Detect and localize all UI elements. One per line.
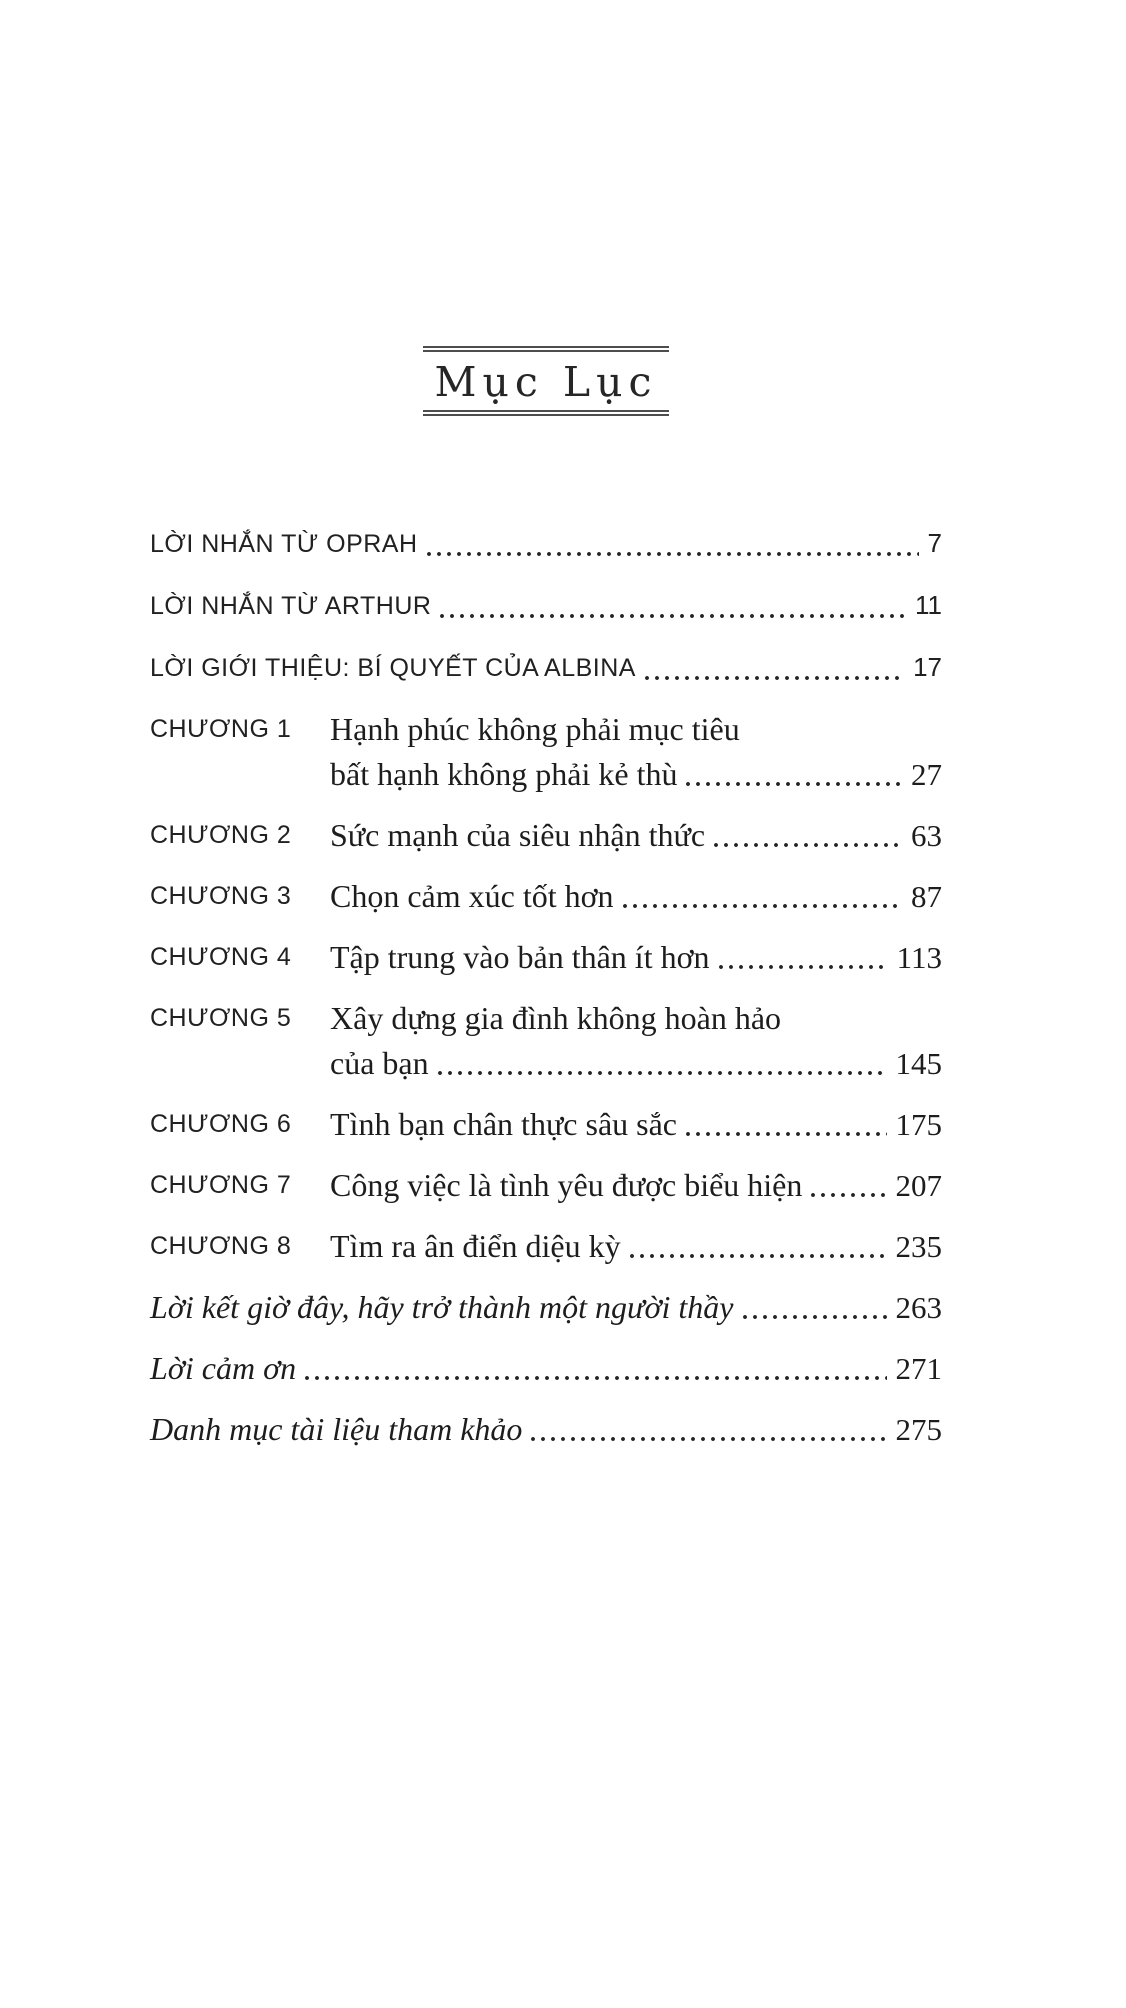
dot-leader — [424, 521, 919, 567]
entry-line — [330, 813, 942, 858]
entry-title: LỜI NHẮN TỪ ARTHUR — [150, 592, 432, 620]
chapter-label: CHƯƠNG 2 — [150, 821, 292, 849]
entry-title: Lời cảm ơn — [150, 1350, 297, 1386]
dot-leader — [740, 1285, 887, 1330]
entry-line — [150, 645, 942, 691]
dot-leader — [716, 935, 888, 980]
toc-list — [150, 521, 942, 1452]
toc-entry — [150, 1163, 942, 1208]
page-number: 113 — [896, 940, 942, 975]
dot-leader — [808, 1163, 886, 1208]
toc-entry — [150, 707, 942, 797]
entry-title: Xây dựng gia đình không hoàn hảo — [330, 1000, 782, 1036]
entry-content — [150, 1285, 942, 1330]
toc-entry — [150, 1285, 942, 1330]
entry-line — [150, 521, 942, 567]
dot-leader — [620, 874, 902, 919]
toc-entry — [150, 813, 942, 858]
page-number: 27 — [911, 757, 942, 792]
page-title-block — [423, 346, 670, 416]
toc-entry — [150, 583, 942, 629]
entry-line — [150, 583, 942, 629]
entry-content — [330, 1163, 942, 1208]
page-number: 235 — [895, 1229, 942, 1264]
chapter-label: CHƯƠNG 8 — [150, 1232, 292, 1260]
dot-leader — [642, 645, 904, 691]
entry-title: Tìm ra ân điển diệu kỳ — [330, 1228, 621, 1264]
entry-title: Lời kết giờ đây, hãy trở thành một người thầy — [150, 1289, 734, 1325]
page-number: 11 — [915, 590, 942, 620]
dot-leader — [627, 1224, 887, 1269]
entry-title: Chọn cảm xúc tốt hơn — [330, 878, 614, 914]
toc-entry — [150, 1407, 942, 1452]
entry-content — [330, 1102, 942, 1147]
entry-line — [330, 752, 942, 797]
page-number: 175 — [895, 1107, 942, 1142]
entry-line — [330, 935, 942, 980]
toc-entry — [150, 1346, 942, 1391]
entry-line — [330, 1163, 942, 1208]
page-number: 145 — [895, 1046, 942, 1081]
entry-content — [330, 707, 942, 797]
entry-line — [330, 996, 942, 1041]
toc-entry — [150, 874, 942, 919]
entry-title: Công việc là tình yêu được biểu hiện — [330, 1167, 803, 1203]
page-number: 63 — [911, 818, 942, 853]
page-number: 207 — [895, 1168, 942, 1203]
entry-title: LỜI NHẮN TỪ OPRAH — [150, 530, 418, 558]
entry-line — [330, 1102, 942, 1147]
toc-entry — [150, 996, 942, 1086]
entry-content — [330, 935, 942, 980]
toc-entry — [150, 935, 942, 980]
page-number: 275 — [895, 1412, 942, 1447]
entry-title: Sức mạnh của siêu nhận thức — [330, 817, 706, 853]
page-number: 271 — [895, 1351, 942, 1386]
dot-leader — [528, 1407, 886, 1452]
page-number: 7 — [927, 528, 942, 558]
entry-title: Tập trung vào bản thân ít hơn — [330, 939, 710, 975]
entry-title: Tình bạn chân thực sâu sắc — [330, 1106, 677, 1142]
entry-title: Danh mục tài liệu tham khảo — [150, 1411, 523, 1447]
chapter-label: CHƯƠNG 1 — [150, 715, 292, 743]
entry-content — [330, 813, 942, 858]
entry-title: bất hạnh không phải kẻ thù — [330, 756, 678, 792]
chapter-label: CHƯƠNG 7 — [150, 1171, 292, 1199]
toc-entry — [150, 645, 942, 691]
entry-content — [150, 645, 942, 691]
page-number: 87 — [911, 879, 942, 914]
entry-content — [150, 1346, 942, 1391]
entry-line — [150, 1285, 942, 1330]
entry-line — [150, 1407, 942, 1452]
entry-line — [330, 1041, 942, 1086]
entry-title: Hạnh phúc không phải mục tiêu — [330, 711, 740, 747]
entry-title: LỜI GIỚI THIỆU: BÍ QUYẾT CỦA ALBINA — [150, 654, 636, 682]
entry-content — [150, 521, 942, 567]
page-title: Mục Lục — [434, 358, 658, 406]
dot-leader — [711, 813, 902, 858]
dot-leader — [683, 1102, 887, 1147]
entry-content — [150, 583, 942, 629]
toc-entry — [150, 521, 942, 567]
chapter-label: CHƯƠNG 4 — [150, 943, 292, 971]
entry-line — [150, 1346, 942, 1391]
entry-content — [330, 996, 942, 1086]
page-number: 17 — [913, 652, 942, 682]
toc-page — [0, 346, 1126, 2008]
dot-leader — [437, 583, 906, 629]
entry-content — [150, 1407, 942, 1452]
entry-line — [330, 707, 942, 752]
chapter-label: CHƯƠNG 3 — [150, 882, 292, 910]
entry-line — [330, 874, 942, 919]
entry-content — [330, 874, 942, 919]
entry-content — [330, 1224, 942, 1269]
toc-entry — [150, 1102, 942, 1147]
page-number: 263 — [895, 1290, 942, 1325]
dot-leader — [435, 1041, 887, 1086]
toc-entry — [150, 1224, 942, 1269]
entry-title: của bạn — [330, 1045, 429, 1081]
chapter-label: CHƯƠNG 6 — [150, 1110, 292, 1138]
dot-leader — [683, 752, 902, 797]
dot-leader — [302, 1346, 886, 1391]
entry-line — [330, 1224, 942, 1269]
chapter-label: CHƯƠNG 5 — [150, 1004, 292, 1032]
